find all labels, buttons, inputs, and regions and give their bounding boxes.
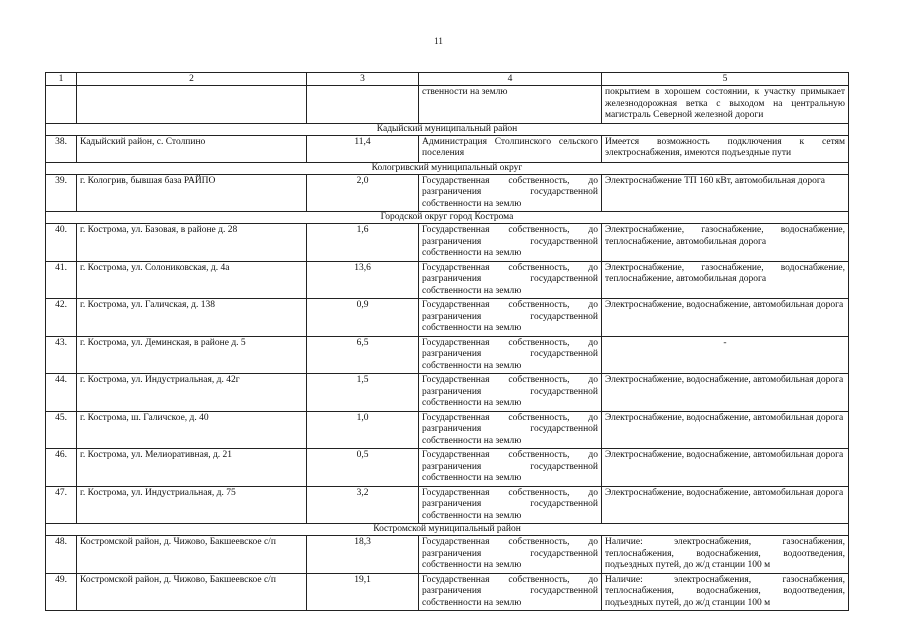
section-title-row xyxy=(46,123,849,135)
infrastructure-cell: Электроснабжение, газоснабжение, водоснабжение, теплоснабжение, автомобильная дорога xyxy=(602,261,849,299)
continuation-row xyxy=(46,86,849,124)
table-row xyxy=(46,299,849,337)
address-cell: г. Кологрив, бывшая база РАЙПО xyxy=(77,174,307,212)
table-row xyxy=(46,336,849,374)
ownership-cell: Государственная собственность, до разграничения государственной собственности на землю xyxy=(419,374,602,412)
infrastructure-cell: Электроснабжение ТП 160 кВт, автомобильная дорога xyxy=(602,174,849,212)
ownership-cell: Государственная собственность, до разграничения государственной собственности на землю xyxy=(419,411,602,449)
ownership-cell: Государственная собственность, до разграничения государственной собственности на землю xyxy=(419,336,602,374)
ownership-cell: Государственная собственность, до разграничения государственной собственности на землю xyxy=(419,174,602,212)
infrastructure-cell: Наличие: электроснабжения, газоснабжения, теплоснабжения, водоснабжения, водоотведения, подъездных путей, до ж/д станции 100 м xyxy=(602,536,849,574)
section-title-row xyxy=(46,162,849,174)
section-title: Кадыйский муниципальный район xyxy=(46,123,849,135)
number-cell: 43. xyxy=(46,336,77,374)
address-cell: Кадыйский район, с. Столпино xyxy=(77,135,307,162)
area-cell: 3,2 xyxy=(307,486,419,524)
column-number: 4 xyxy=(419,73,602,86)
ownership-cell: Государственная собственность, до разграничения государственной собственности на землю xyxy=(419,299,602,337)
infrastructure-cell: Электроснабжение, газоснабжение, водоснабжение, теплоснабжение, автомобильная дорога xyxy=(602,224,849,262)
table-row xyxy=(46,573,849,611)
table-row xyxy=(46,261,849,299)
number-cell: 48. xyxy=(46,536,77,574)
column-number: 2 xyxy=(77,73,307,86)
number-cell: 38. xyxy=(46,135,77,162)
ownership-cell: ственности на землю xyxy=(419,86,602,124)
ownership-cell: Государственная собственность, до разграничения государственной собственности на землю xyxy=(419,486,602,524)
area-cell: 18,3 xyxy=(307,536,419,574)
number-cell xyxy=(46,86,77,124)
number-cell: 46. xyxy=(46,449,77,487)
area-cell: 19,1 xyxy=(307,573,419,611)
infrastructure-cell: покрытием в хорошем состоянии, к участку примыкает железнодорожная ветка с выходом на центральную магистраль Северной железной дороги xyxy=(602,86,849,124)
section-title: Городской округ город Кострома xyxy=(46,212,849,224)
address-cell: г. Кострома, ул. Базовая, в районе д. 28 xyxy=(77,224,307,262)
column-number: 5 xyxy=(602,73,849,86)
infrastructure-cell: Наличие: электроснабжения, газоснабжения, теплоснабжения, водоснабжения, водоотведения, подъездных путей, до ж/д станции 100 м xyxy=(602,573,849,611)
area-cell: 1,6 xyxy=(307,224,419,262)
area-cell: 0,5 xyxy=(307,449,419,487)
infrastructure-cell: - xyxy=(602,336,849,374)
infrastructure-cell: Электроснабжение, водоснабжение, автомобильная дорога xyxy=(602,486,849,524)
number-cell: 41. xyxy=(46,261,77,299)
infrastructure-cell: Электроснабжение, водоснабжение, автомобильная дорога xyxy=(602,299,849,337)
address-cell: Костромской район, д. Чижово, Бакшеевское с/п xyxy=(77,573,307,611)
ownership-cell: Государственная собственность, до разграничения государственной собственности на землю xyxy=(419,536,602,574)
column-number: 3 xyxy=(307,73,419,86)
area-cell: 11,4 xyxy=(307,135,419,162)
ownership-cell: Государственная собственность, до разграничения государственной собственности на землю xyxy=(419,573,602,611)
infrastructure-cell: Имеется возможность подключения к сетям электроснабжения, имеются подъездные пути xyxy=(602,135,849,162)
table-row xyxy=(46,374,849,412)
table-row xyxy=(46,174,849,212)
area-cell: 13,6 xyxy=(307,261,419,299)
table-row xyxy=(46,135,849,162)
address-cell xyxy=(77,86,307,124)
section-title-row xyxy=(46,212,849,224)
ownership-cell: Администрация Столпинского сельского поселения xyxy=(419,135,602,162)
ownership-cell: Государственная собственность, до разграничения государственной собственности на землю xyxy=(419,224,602,262)
section-title: Кологривский муниципальный округ xyxy=(46,162,849,174)
column-number: 1 xyxy=(46,73,77,86)
area-cell: 2,0 xyxy=(307,174,419,212)
table-body xyxy=(46,73,849,611)
address-cell: г. Кострома, ул. Индустриальная, д. 75 xyxy=(77,486,307,524)
address-cell: Костромской район, д. Чижово, Бакшеевское с/п xyxy=(77,536,307,574)
infrastructure-cell: Электроснабжение, водоснабжение, автомобильная дорога xyxy=(602,449,849,487)
page-number: 11 xyxy=(434,36,443,46)
table-row xyxy=(46,449,849,487)
area-cell: 0,9 xyxy=(307,299,419,337)
column-number-row xyxy=(46,73,849,86)
ownership-cell: Государственная собственность, до разграничения государственной собственности на землю xyxy=(419,449,602,487)
area-cell: 6,5 xyxy=(307,336,419,374)
ownership-cell: Государственная собственность, до разграничения государственной собственности на землю xyxy=(419,261,602,299)
number-cell: 44. xyxy=(46,374,77,412)
area-cell: 1,0 xyxy=(307,411,419,449)
address-cell: г. Кострома, ш. Галичское, д. 40 xyxy=(77,411,307,449)
table-row xyxy=(46,411,849,449)
area-cell xyxy=(307,86,419,124)
address-cell: г. Кострома, ул. Деминская, в районе д. 5 xyxy=(77,336,307,374)
address-cell: г. Кострома, ул. Солониковская, д. 4а xyxy=(77,261,307,299)
number-cell: 49. xyxy=(46,573,77,611)
area-cell: 1,5 xyxy=(307,374,419,412)
number-cell: 40. xyxy=(46,224,77,262)
section-title-row xyxy=(46,524,849,536)
address-cell: г. Кострома, ул. Мелиоративная, д. 21 xyxy=(77,449,307,487)
infrastructure-cell: Электроснабжение, водоснабжение, автомобильная дорога xyxy=(602,374,849,412)
number-cell: 39. xyxy=(46,174,77,212)
land-plots-table xyxy=(45,72,849,611)
infrastructure-cell: Электроснабжение, водоснабжение, автомобильная дорога xyxy=(602,411,849,449)
address-cell: г. Кострома, ул. Индустриальная, д. 42г xyxy=(77,374,307,412)
table-row xyxy=(46,486,849,524)
table-row xyxy=(46,536,849,574)
number-cell: 42. xyxy=(46,299,77,337)
address-cell: г. Кострома, ул. Галичская, д. 138 xyxy=(77,299,307,337)
number-cell: 47. xyxy=(46,486,77,524)
table-row xyxy=(46,224,849,262)
section-title: Костромской муниципальный район xyxy=(46,524,849,536)
number-cell: 45. xyxy=(46,411,77,449)
